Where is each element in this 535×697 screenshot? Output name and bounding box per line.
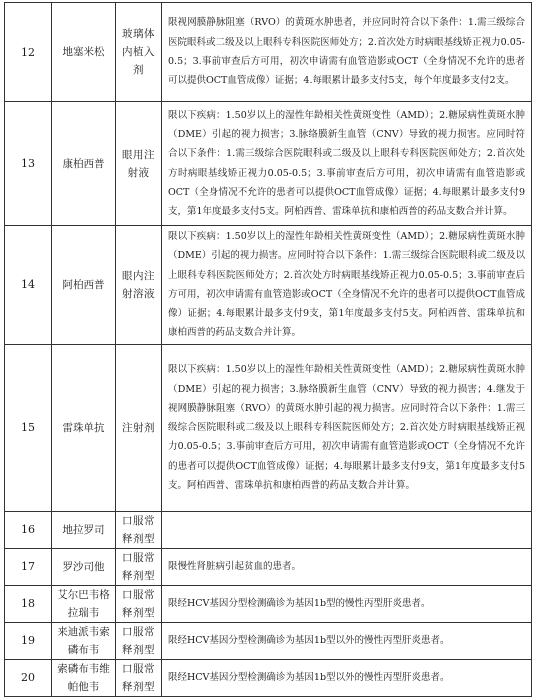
row-number: 12 <box>5 3 52 102</box>
dosage-form: 口服常释剂型 <box>116 622 162 659</box>
table-row <box>5 585 532 622</box>
dosage-form: 注射剂 <box>116 344 162 511</box>
row-number: 19 <box>5 622 52 659</box>
row-number: 14 <box>5 226 52 345</box>
remark-text: 限视网膜静脉阻塞（RVO）的黄斑水肿患者，并应同时符合以下条件：1.需三级综合医院眼科或二级及以上眼科专科医院医师处方；2.首次处方时病眼基线矫正视力0.05-0.5；3.事前审查后方可用，初次申请需有血管造影或OCT（全身情况不允许的患者可以提供OCT血管成像）证据；4.每眼累计最多支付5支，每个年度最多支付2支。 <box>162 3 532 102</box>
remark-text: 限经HCV基因分型检测确诊为基因1b型以外的慢性丙型肝炎患者。 <box>162 659 532 696</box>
dosage-form: 眼用注射液 <box>116 102 162 226</box>
row-number: 16 <box>5 511 52 548</box>
row-number: 20 <box>5 659 52 696</box>
dosage-form: 口服常释剂型 <box>116 548 162 585</box>
table-row <box>5 102 532 226</box>
drug-name: 罗沙司他 <box>52 548 116 585</box>
drug-name: 地拉罗司 <box>52 511 116 548</box>
drug-name: 阿柏西普 <box>52 226 116 345</box>
row-number: 13 <box>5 102 52 226</box>
table-row <box>5 622 532 659</box>
remark-text: 限慢性肾脏病引起贫血的患者。 <box>162 548 532 585</box>
remark-text: 限经HCV基因分型检测确诊为基因1b型以外的慢性丙型肝炎患者。 <box>162 622 532 659</box>
drug-name: 来迪派韦索磷布韦 <box>52 622 116 659</box>
table-row <box>5 226 532 345</box>
dosage-form: 口服常释剂型 <box>116 659 162 696</box>
table-row <box>5 548 532 585</box>
dosage-form: 玻璃体内植入剂 <box>116 3 162 102</box>
remark-text: 限以下疾病：1.50岁以上的湿性年龄相关性黄斑变性（AMD）；2.糖尿病性黄斑水肿（DME）引起的视力损害。应同时符合以下条件：1.需三级综合医院眼科或二级及以上眼科专科医院医师处方；2.首次处方时病眼基线矫正视力0.05-0.5；3.事前审查后方可用，初次申请需有血管造影或OCT（全身情况不允许的患者可以提供OCT血管成像）证据；4.每眼累计最多支付9支，第1年度最多支付5支。阿柏西普、雷珠单抗和康柏西普的药品支数合并计算。 <box>162 226 532 345</box>
drug-name: 索磷布韦维帕他韦 <box>52 659 116 696</box>
dosage-form: 眼内注射溶液 <box>116 226 162 345</box>
remark-text: 限以下疾病：1.50岁以上的湿性年龄相关性黄斑变性（AMD）；2.糖尿病性黄斑水肿（DME）引起的视力损害；3.脉络膜新生血管（CNV）导致的视力损害；4.继发于视网膜静脉阻塞（RVO）的黄斑水肿引起的视力损害。应同时符合以下条件：1.需三级综合医院眼科或二级及以上眼科专科医院医师处方；2.首次处方时病眼基线矫正视力0.05-0.5；3.事前审查后方可用，初次申请需有血管造影或OCT（全身情况不允许的患者可以提供OCT血管成像）证据；4.每眼累计最多支付9支，第1年度最多支付5支。阿柏西普、雷珠单抗和康柏西普的药品支数合并计算。 <box>162 344 532 511</box>
dosage-form: 口服常释剂型 <box>116 511 162 548</box>
remark-text: 限经HCV基因分型检测确诊为基因1b型的慢性丙型肝炎患者。 <box>162 585 532 622</box>
table-row <box>5 344 532 511</box>
dosage-form: 口服常释剂型 <box>116 585 162 622</box>
table-row <box>5 659 532 696</box>
row-number: 17 <box>5 548 52 585</box>
remark-text <box>162 511 532 548</box>
drug-name: 艾尔巴韦格拉瑞韦 <box>52 585 116 622</box>
drug-name: 康柏西普 <box>52 102 116 226</box>
table-row <box>5 511 532 548</box>
drug-table <box>4 2 532 697</box>
row-number: 18 <box>5 585 52 622</box>
remark-text: 限以下疾病：1.50岁以上的湿性年龄相关性黄斑变性（AMD）；2.糖尿病性黄斑水肿（DME）引起的视力损害；3.脉络膜新生血管（CNV）导致的视力损害。应同时符合以下条件：1.需三级综合医院眼科或二级及以上眼科专科医院医师处方；2.首次处方时病眼基线矫正视力0.05-0.5；3.事前审查后方可用，初次申请需有血管造影或OCT（全身情况不允许的患者可以提供OCT血管成像）证据；4.每眼累计最多支付9支，第1年度最多支付5支。阿柏西普、雷珠单抗和康柏西普的药品支数合并计算。 <box>162 102 532 226</box>
drug-name: 地塞米松 <box>52 3 116 102</box>
drug-name: 雷珠单抗 <box>52 344 116 511</box>
row-number: 15 <box>5 344 52 511</box>
table-row <box>5 3 532 102</box>
